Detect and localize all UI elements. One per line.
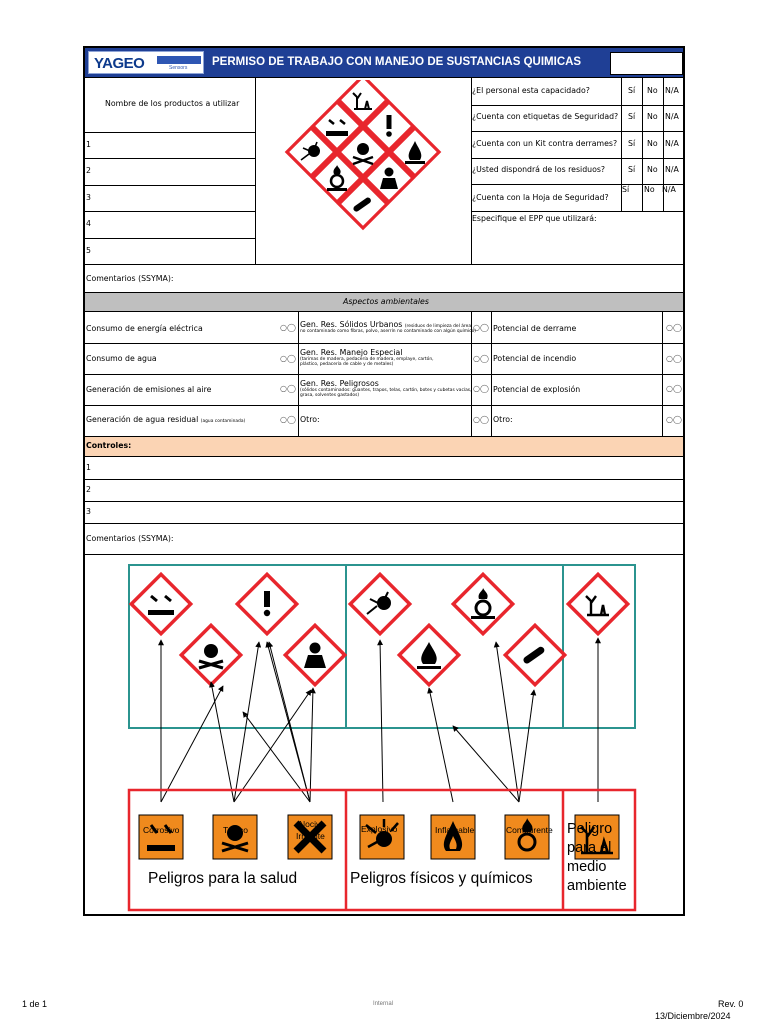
company-logo: YAGEO Sensors [88,51,204,74]
question-1: ¿El personal esta capacidado? [472,86,590,95]
revision-date: 13/Diciembre/2024 [655,1011,731,1021]
epp-label: Especifique el EPP que utilizará: [472,214,597,223]
radio-spill[interactable]: ○◯ [666,323,682,332]
label-inflamable: Inflamable [435,825,475,835]
label-toxico: Tóxico [223,825,249,835]
radio-fire[interactable]: ○◯ [666,354,682,363]
permit-form [83,46,685,916]
product-row-5[interactable]: 5 [86,246,91,255]
form-title: PERMISO DE TRABAJO CON MANEJO DE SUSTANCIAS QUIMICAS [212,56,582,68]
env-hazardous-waste: Gen. Res. Peligrosos (sólidos contaminados: guantes, trapos, telas, cartón, botes y cubetas vacías, grasa, solventes gastados) [300,379,472,398]
q4-no[interactable]: No [647,165,658,174]
env-explosion: Potencial de explosión [493,385,581,394]
question-4: ¿Usted dispondrá de los residuos? [472,165,606,174]
radio-other-1[interactable]: ○◯ [473,415,489,424]
control-row-3[interactable]: 3 [86,507,91,516]
ghs-exclamation-icon [237,574,296,633]
radio-solid-waste[interactable]: ○◯ [473,323,489,332]
eu-flammable-icon [431,815,475,859]
env-spill: Potencial de derrame [493,324,577,333]
ghs-explosive-icon [350,574,409,633]
category-physical-chemical: Peligros físicos y químicos [350,870,533,887]
q5-na[interactable]: N/A [662,185,676,194]
env-fire: Potencial de incendio [493,354,577,363]
revision: Rev. 0 [718,999,744,1009]
question-5: ¿Cuenta con la Hoja de Seguridad? [472,193,609,202]
env-special-waste: Gen. Res. Manejo Especial (tarimas de madera, pedacería de madera, emplaye, cartón, plástico, pedacería de cable y de metales) [300,348,434,367]
ghs-flammable-icon [399,625,458,684]
ghs-oxidizer-icon [453,574,512,633]
ghs-corrosive-icon [131,574,190,633]
controls-header [85,436,683,457]
env-emissions: Generación de emisiones al aire [86,385,212,394]
env-section-header [85,292,683,312]
folio-box[interactable] [610,52,683,75]
category-health: Peligros para la salud [148,870,298,887]
q3-no[interactable]: No [647,139,658,148]
env-hazard-label: Peligro para el medio ambiente [567,821,627,894]
radio-explosion[interactable]: ○◯ [666,384,682,393]
env-other-1[interactable]: Otro: [300,415,320,424]
ghs-health-hazard-icon [285,625,344,684]
radio-water[interactable]: ○◯ [280,354,296,363]
ghs-gas-cylinder-icon [505,625,564,684]
product-row-2[interactable]: 2 [86,166,91,175]
form-header [85,48,683,78]
label-explosivo: Explosivo [361,824,398,834]
eu-explosive-icon [360,815,404,859]
controls-label: Controles: [86,441,132,450]
env-section-title: Aspectos ambientales [343,297,429,306]
q5-no[interactable]: No [644,185,655,194]
product-row-1[interactable]: 1 [86,140,91,149]
env-wastewater: Generación de agua residual (agua contaminada) [86,415,246,424]
q2-si[interactable]: Sí [628,112,636,121]
q4-si[interactable]: Sí [628,165,636,174]
eu-oxidizer-icon [505,815,549,859]
products-label: Nombre de los productos a utilizar [105,99,240,108]
label-nocivo: Nocivo [299,819,325,829]
label-corrosivo: Corrosivo [143,825,180,835]
product-row-4[interactable]: 4 [86,219,91,228]
radio-emissions[interactable]: ○◯ [280,384,296,393]
ghs-pictogram-cluster [263,80,463,263]
q2-na[interactable]: N/A [665,112,679,121]
q3-na[interactable]: N/A [665,139,679,148]
q1-si[interactable]: Sí [628,86,636,95]
label-comburente: Comburente [506,825,553,835]
q5-si[interactable]: Sí [622,185,630,194]
question-2: ¿Cuenta con etiquetas de Seguridad? [472,112,619,121]
env-other-2[interactable]: Otro: [493,415,513,424]
question-3: ¿Cuenta con un Kit contra derrames? [472,139,618,148]
comments-label-2: Comentarios (SSYMA): [86,534,174,543]
env-water: Consumo de agua [86,354,157,363]
radio-special-waste[interactable]: ○◯ [473,354,489,363]
classification-label: Internal [373,1001,394,1007]
q1-no[interactable]: No [647,86,658,95]
radio-energy[interactable]: ○◯ [280,323,296,332]
control-row-1[interactable]: 1 [86,463,91,472]
eu-toxic-icon [213,815,257,859]
q4-na[interactable]: N/A [665,165,679,174]
ghs-classification-diagram [125,562,641,912]
radio-hazardous-waste[interactable]: ○◯ [473,384,489,393]
q1-na[interactable]: N/A [665,86,679,95]
q3-si[interactable]: Sí [628,139,636,148]
env-energy: Consumo de energía eléctrica [86,324,203,333]
radio-other-2[interactable]: ○◯ [666,415,682,424]
q2-no[interactable]: No [647,112,658,121]
comments-label-1: Comentarios (SSYMA): [86,274,174,283]
control-row-2[interactable]: 2 [86,485,91,494]
product-row-3[interactable]: 3 [86,193,91,202]
radio-wastewater[interactable]: ○◯ [280,415,296,424]
label-irritante: Irritante [296,831,325,841]
env-solid-waste: Gen. Res. Sólidos Urbanos (residuos de limpieza del área no contaminado como fibras, polvo, aserrín no contaminado con algún químico) [300,320,477,334]
page-number: 1 de 1 [22,999,48,1009]
ghs-toxic-icon [181,625,240,684]
eu-corrosive-icon [139,815,183,859]
ghs-environment-icon [568,574,627,633]
